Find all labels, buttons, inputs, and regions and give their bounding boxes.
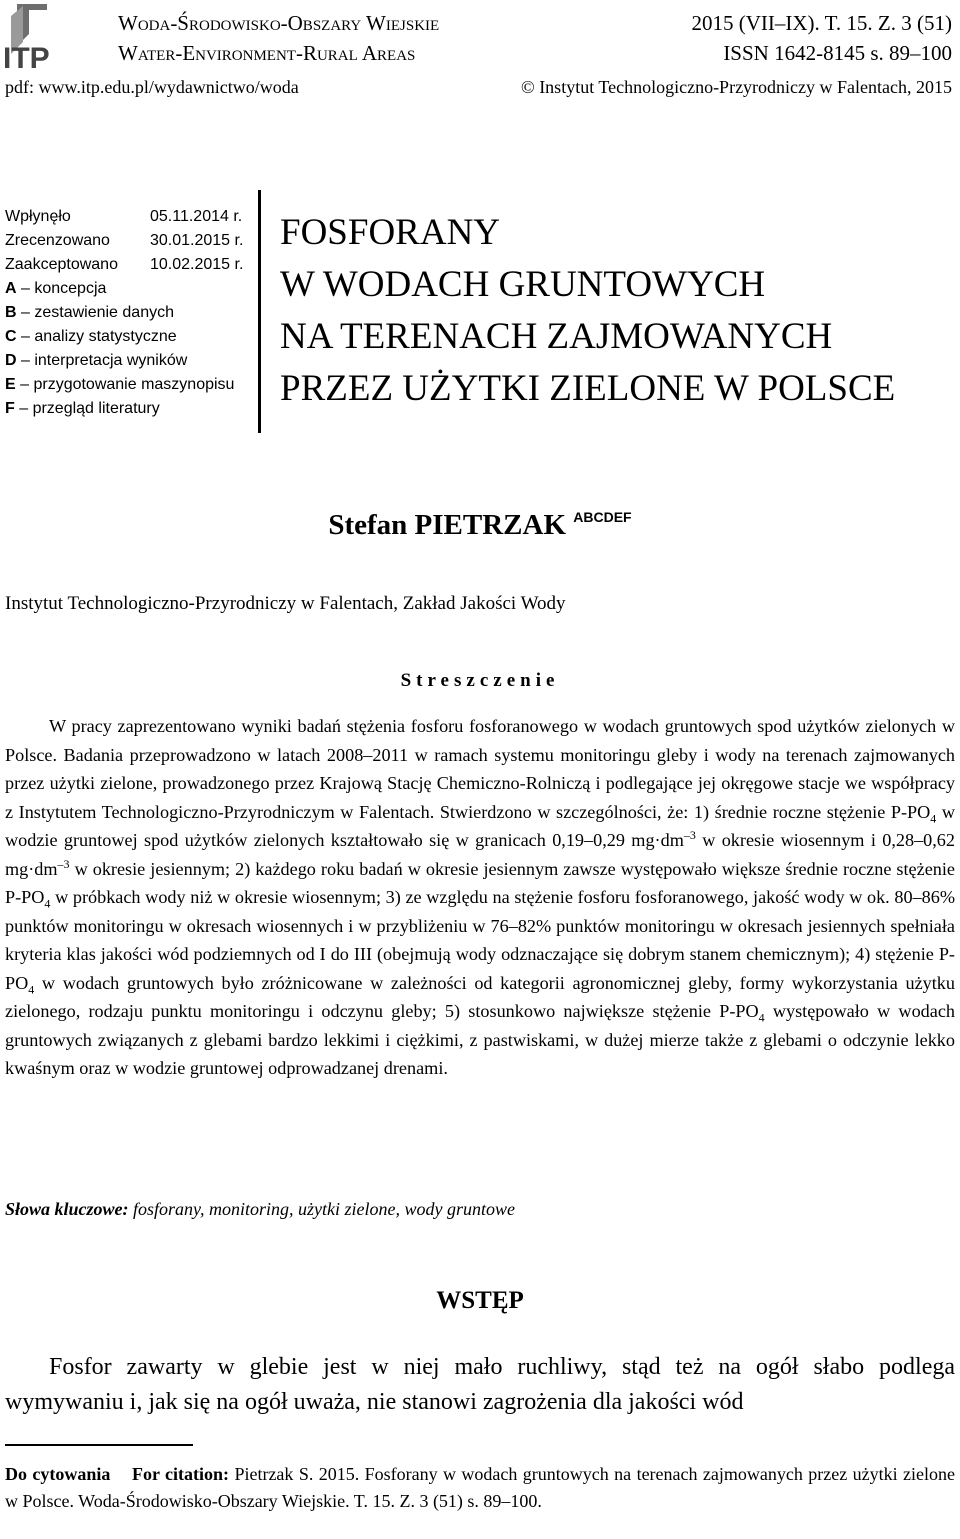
title-line: PRZEZ UŻYTKI ZIELONE W POLSCE — [280, 368, 896, 409]
date-value: 30.01.2015 r. — [150, 232, 244, 249]
issue-number: 2015 (VII–IX). T. 15. Z. 3 (51) — [691, 11, 952, 35]
contribution-item: E – przygotowanie maszynopisu — [5, 376, 235, 393]
section-heading: WSTĘP — [436, 1287, 524, 1314]
journal-title-en: Water-Environment-Rural Areas — [118, 41, 416, 65]
affiliation: Instytut Technologiczno-Przyrodniczy w Falentach, Zakład Jakości Wody — [5, 593, 566, 614]
logo-text: ITP — [3, 42, 50, 72]
citation-footnote — [5, 1461, 955, 1515]
contribution-item: F – przegląd literatury — [5, 400, 160, 417]
contribution-item: B – zestawienie danych — [5, 304, 174, 321]
author-roles: ABCDEF — [573, 509, 632, 525]
contribution-item: D – interpretacja wyników — [5, 352, 188, 369]
vertical-divider — [258, 190, 261, 433]
date-label: Zrecenzowano — [5, 232, 110, 249]
date-row — [5, 229, 243, 253]
footnote-rule — [5, 1444, 193, 1446]
copyright-line: © Instytut Technologiczno-Przyrodniczy w Falentach, 2015 — [521, 77, 952, 97]
date-label: Wpłynęło — [5, 208, 71, 225]
title-line: W WODACH GRUNTOWYCH — [280, 264, 766, 305]
issn: ISSN 1642-8145 s. 89–100 — [723, 41, 952, 65]
itp-logo — [3, 2, 91, 72]
article-title — [280, 207, 895, 415]
date-label: Zaakceptowano — [5, 256, 118, 273]
date-row — [5, 205, 243, 229]
date-value: 10.02.2015 r. — [150, 256, 244, 273]
keywords — [5, 1199, 515, 1220]
citation-label: Do cytowania For citation: — [5, 1464, 230, 1484]
date-row — [5, 253, 243, 277]
author-name: Stefan PIETRZAK — [328, 509, 567, 541]
date-value: 05.11.2014 r. — [150, 208, 243, 225]
abstract-heading: Streszczenie — [400, 670, 560, 691]
title-line: NA TERENACH ZAJMOWANYCH — [280, 316, 833, 357]
contribution-item: A – koncepcja — [5, 280, 107, 297]
author-line — [0, 509, 960, 542]
intro-paragraph: Fosfor zawarty w glebie jest w niej mało ruchliwy, stąd też na ogół słabo podlega wymywaniu i, jak się na ogół uważa, nie stanowi zagrożenia dla jakości wód — [5, 1354, 955, 1415]
journal-title-pl: Woda-Środowisko-Obszary Wiejskie — [118, 11, 440, 35]
abstract-text: W pracy zaprezentowano wyniki badań stężenia fosforu fosforanowego w wodach gruntowych spod użytków zielonych w Polsce. Badania przeprowadzono w latach 2008–2011 w ramach systemu monitoringu gleby i wody na terenach zajmowanych przez użytki zielone, prowadzonego przez Krajową Stację Chemiczno-Rolniczą i podlegające jej okręgowe stacje we współpracy z Instytutem Technologiczno-Przyrodniczym w Falentach. Stwierdzono w szczególności, że: 1) średnie roczne stężenie $P-PO_4$ w wodzie gruntowej spod użytków zielonych kształtowało się w granicach 0,19–0,29 $mg\cdot dm^{-3}$ w okresie wiosennym i 0,28–0,62 $mg\cdot dm^{-3}$ w okresie jesiennym; 2) każdego roku badań w okresie jesiennym zawsze występowało większe średnie roczne stężenie $P-PO_4$ w próbkach wody niż w okresie wiosennym; 3) ze względu na stężenie fosforu fosforanowego, jakość wody w ok. 80–86% punktów monitoringu w okresach wiosennych i w przybliżeniu w 76–82% punktów monitoringu w okresach jesiennych spełniała kryteria klas jakości wód podziemnych od I do III (obejmują wody odznaczające się dobrym stanem chemicznym); 4) stężenie $P-PO_4$ w wodach gruntowych było zróżnicowane w zależności od kategorii agronomicznej gleby, formy wykorzystania użytku zielonego, rodzaju punktu monitoringu i odczynu gleby; 5) stosunkowo największe stężenie $P-PO_4$ występowało w wodach gruntowych związanych z glebami bardzo lekkimi i ciężkimi, z pastwiskami, w dużej mierze także z glebami o odczynie lekko kwaśnym oraz w wodzie gruntowej odprowadzanej drenami. — [5, 716, 955, 1078]
contribution-item: C – analizy statystyczne — [5, 328, 177, 345]
submission-dates — [5, 205, 243, 277]
title-line: FOSFORANY — [280, 212, 501, 253]
citation-text: Pietrzak S. 2015. Fosforany w wodach gruntowych na terenach zajmowanych przez użytki zielone w Polsce. Woda-Środowisko-Obszary Wiejskie. T. 15. Z. 3 (51) s. 89–100. — [5, 1464, 956, 1511]
keywords-label: Słowa kluczowe: — [5, 1199, 129, 1219]
journal-names — [118, 8, 440, 65]
issue-info — [691, 8, 952, 68]
author-contributions — [5, 277, 234, 421]
keywords-list: fosforany, monitoring, użytki zielone, wody gruntowe — [128, 1199, 515, 1219]
pdf-link[interactable]: pdf: www.itp.edu.pl/wydawnictwo/woda — [5, 77, 299, 97]
